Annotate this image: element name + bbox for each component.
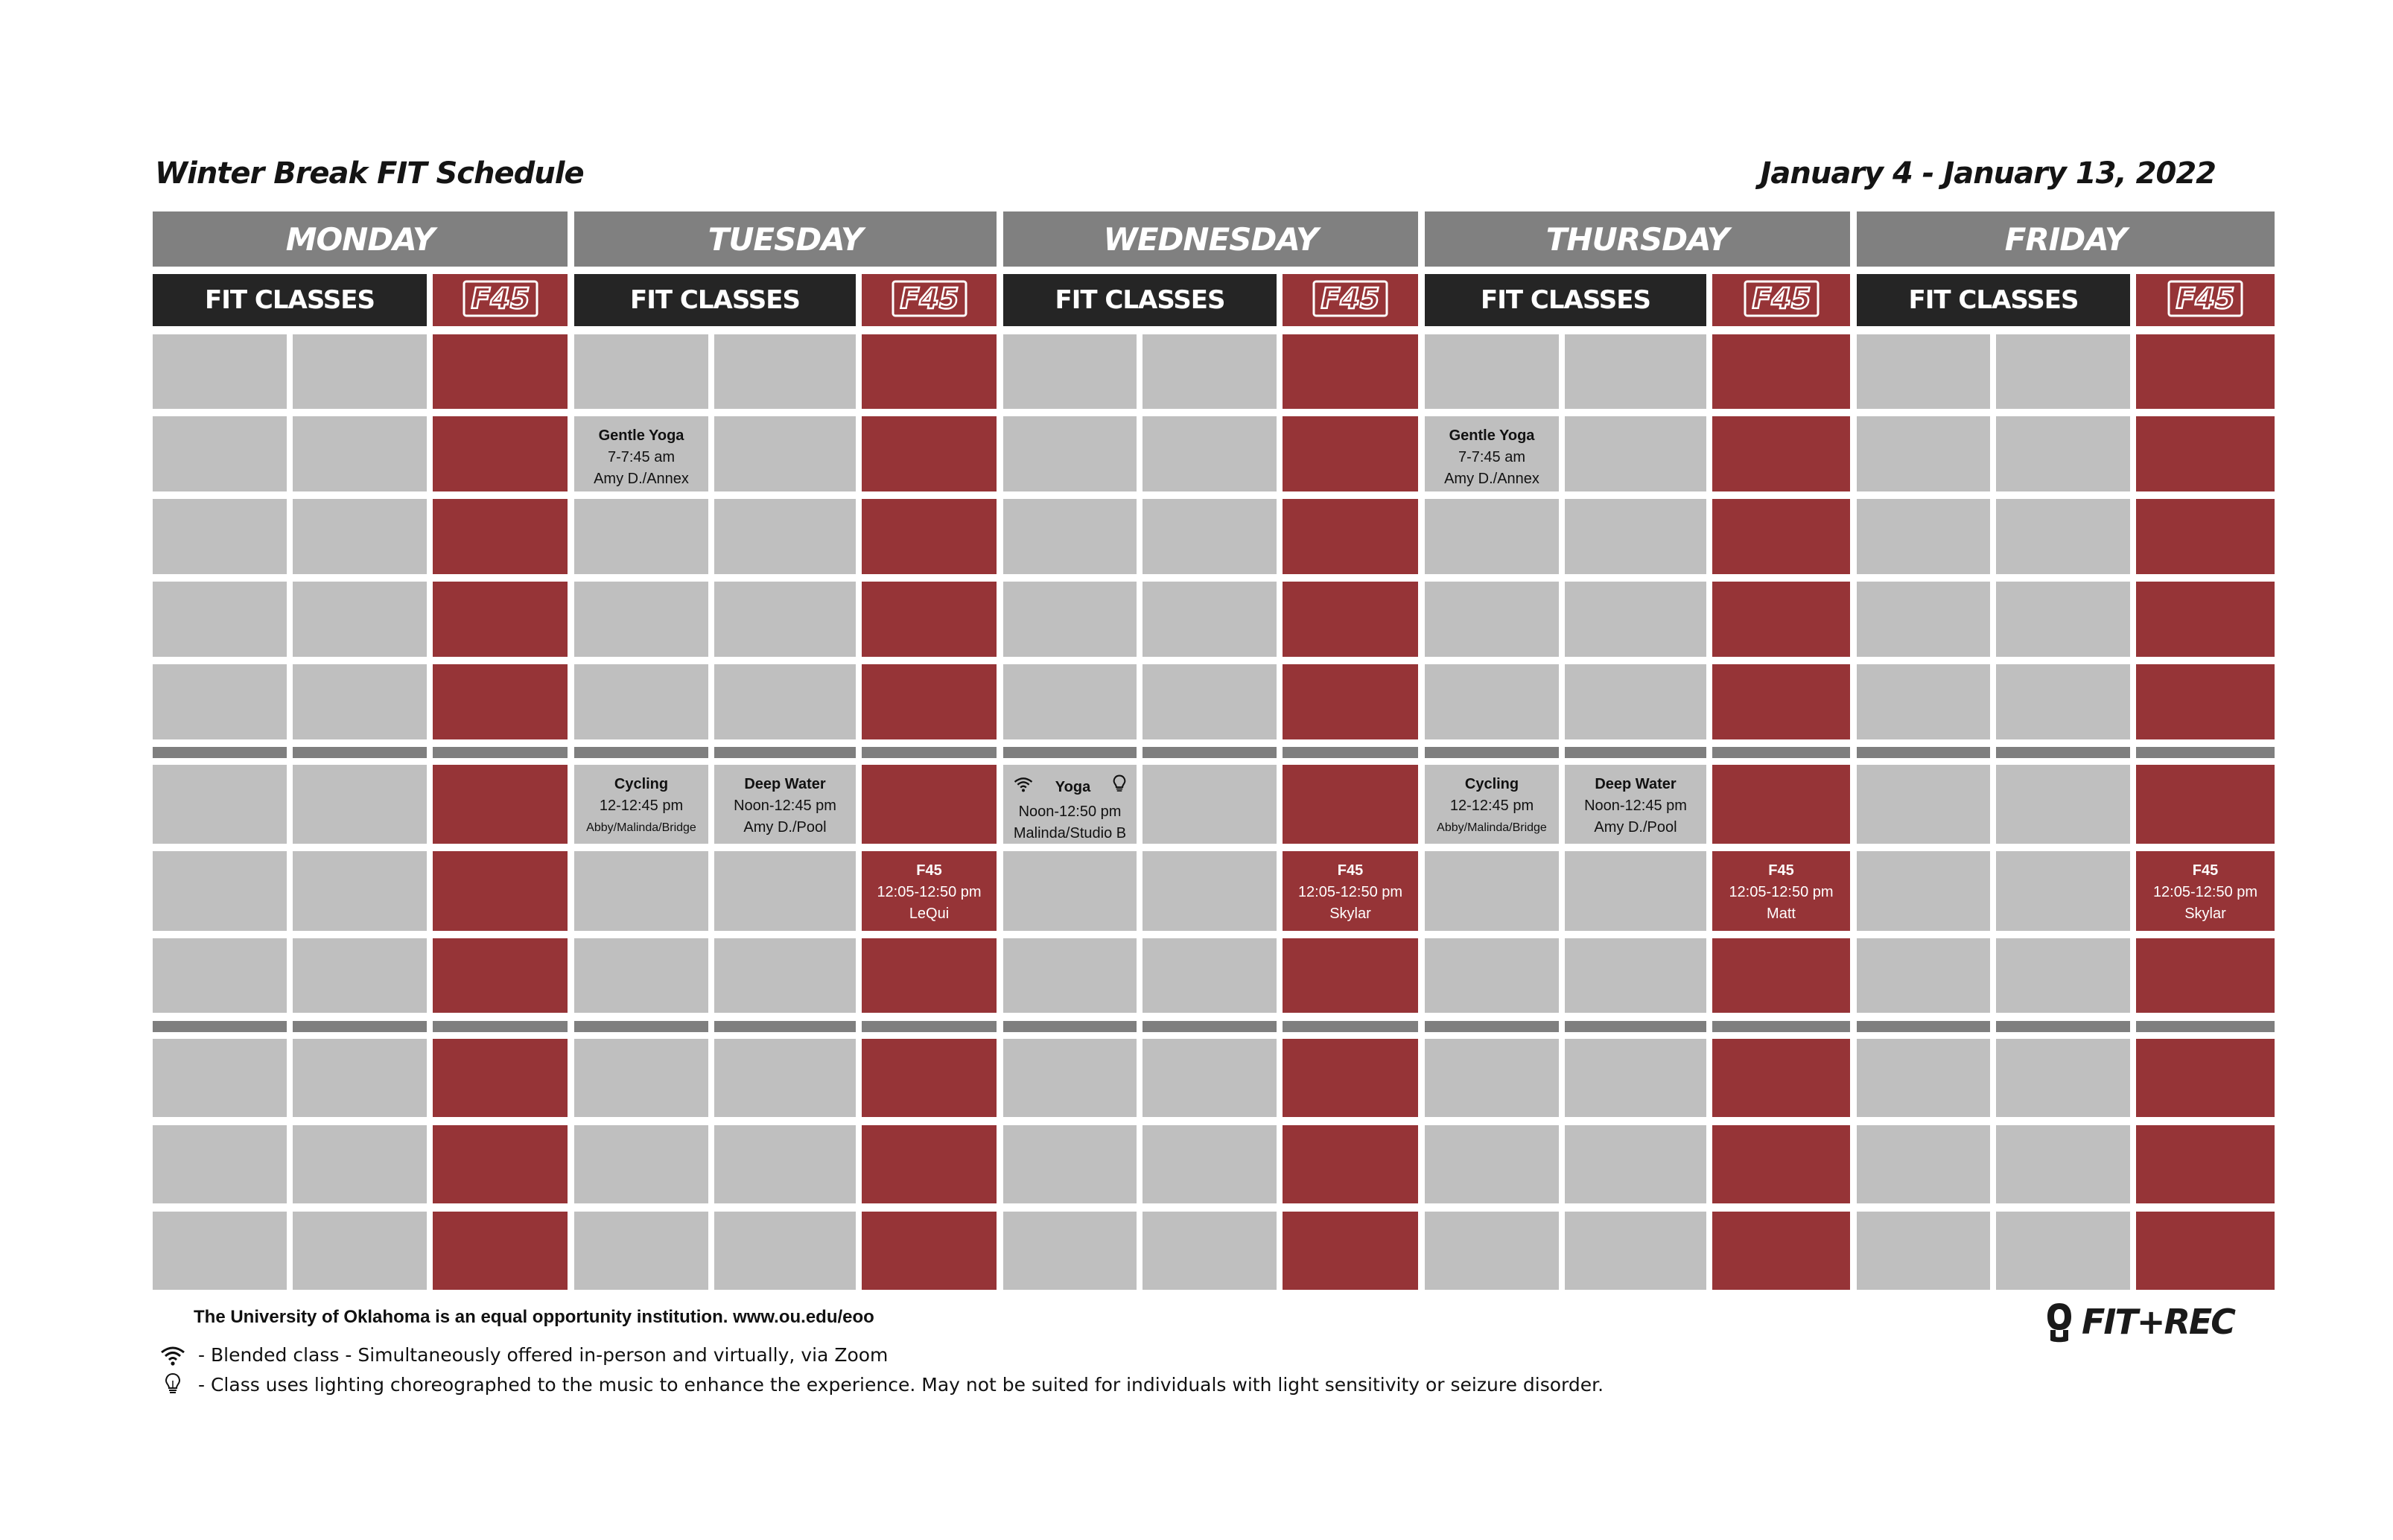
fit-class-slot — [293, 334, 427, 409]
f45-slot — [2136, 499, 2275, 574]
fit-class-slot — [714, 582, 856, 657]
class-instructor-location: Malinda/Studio B — [1013, 825, 1127, 841]
class-instructor-location: Amy D./Annex — [594, 471, 689, 487]
time-block-divider — [433, 747, 568, 758]
fit-class-slot — [293, 664, 427, 739]
class-time: 7-7:45 am — [607, 449, 676, 465]
time-block-divider — [153, 1021, 287, 1032]
fit-classes-header: FIT CLASSES — [1425, 274, 1706, 326]
f45-slot — [1712, 938, 1850, 1013]
f45-slot — [2136, 582, 2275, 657]
fit-class-slot — [1143, 1039, 1277, 1117]
class-name: F45 — [916, 862, 942, 879]
fit-class-slot — [1003, 851, 1137, 931]
f45-slot — [2136, 334, 2275, 409]
class-instructor-location: Amy D./Annex — [1444, 471, 1539, 487]
fit-class-slot — [153, 938, 287, 1013]
f45-slot — [862, 664, 997, 739]
class-name: Gentle Yoga — [598, 427, 684, 444]
fit-class-slot — [153, 664, 287, 739]
f45-slot — [1283, 416, 1418, 491]
f45-slot — [1283, 938, 1418, 1013]
fit-classes-header: FIT CLASSES — [153, 274, 427, 326]
f45-slot — [1712, 1039, 1850, 1117]
svg-text:F45: F45 — [2176, 281, 2235, 315]
fit-class-slot — [1996, 499, 2130, 574]
time-block-divider — [2136, 1021, 2275, 1032]
f45-header — [1283, 274, 1418, 326]
fit-classes-header: FIT CLASSES — [1003, 274, 1277, 326]
class-entry[interactable] — [862, 851, 997, 931]
fit-class-slot — [574, 499, 708, 574]
class-time: 12:05-12:50 pm — [1729, 884, 1834, 900]
fit-class-slot — [1565, 664, 1706, 739]
f45-slot — [1283, 582, 1418, 657]
f45-slot — [1283, 1125, 1418, 1203]
eoo-statement: The University of Oklahoma is an equal opportunity institution. www.ou.edu/eoo — [194, 1307, 874, 1327]
date-range: January 4 - January 13, 2022 — [1760, 156, 2216, 191]
fit-class-slot — [574, 938, 708, 1013]
fit-class-slot — [153, 416, 287, 491]
class-name: Cycling — [1464, 776, 1519, 792]
fit-class-slot — [574, 851, 708, 931]
lightbulb-icon — [1113, 774, 1126, 801]
fit-class-slot — [1996, 664, 2130, 739]
f45-slot — [1283, 499, 1418, 574]
time-block-divider — [1996, 1021, 2130, 1032]
fit-class-slot — [1565, 1125, 1706, 1203]
class-name: Cycling — [614, 776, 669, 792]
fit-rec-wordmark: FIT+REC — [2082, 1302, 2235, 1342]
class-name: Yoga — [1055, 779, 1091, 795]
time-block-divider — [2136, 747, 2275, 758]
f45-slot — [433, 582, 568, 657]
class-instructor-location: Matt — [1767, 906, 1796, 922]
f45-header — [1712, 274, 1850, 326]
legend-lighting-text: - Class uses lighting choreographed to the music to enhance the experience. May not be suited for individuals with light sensitivity or seizure disorder. — [198, 1373, 1604, 1396]
fit-class-slot — [1003, 1039, 1137, 1117]
class-entry[interactable] — [574, 416, 708, 491]
fit-class-slot — [1565, 499, 1706, 574]
time-block-divider — [1857, 1021, 1990, 1032]
time-block-divider — [433, 1021, 568, 1032]
fit-class-slot — [1857, 1212, 1990, 1290]
fit-class-slot — [1857, 499, 1990, 574]
class-time: 12-12:45 pm — [599, 798, 684, 814]
class-time: Noon-12:45 pm — [734, 798, 836, 814]
time-block-divider — [1857, 747, 1990, 758]
fit-class-slot — [153, 499, 287, 574]
f45-slot — [862, 1125, 997, 1203]
f45-slot — [1283, 334, 1418, 409]
fit-class-slot — [1996, 334, 2130, 409]
ou-logo-icon — [2043, 1300, 2076, 1343]
fit-class-slot — [153, 334, 287, 409]
f45-slot — [1712, 416, 1850, 491]
fit-class-slot — [293, 765, 427, 844]
fit-class-slot — [293, 1212, 427, 1290]
f45-slot — [862, 1039, 997, 1117]
f45-slot — [1283, 664, 1418, 739]
fit-class-slot — [574, 664, 708, 739]
fit-class-slot — [1857, 416, 1990, 491]
fit-class-slot — [714, 1039, 856, 1117]
fit-class-slot — [1003, 334, 1137, 409]
time-block-divider — [293, 747, 427, 758]
fit-class-slot — [293, 499, 427, 574]
f45-header — [433, 274, 568, 326]
legend-lighting — [158, 1372, 1604, 1396]
time-block-divider — [293, 1021, 427, 1032]
fit-class-slot — [714, 334, 856, 409]
class-name: F45 — [1337, 862, 1364, 879]
class-entry[interactable] — [574, 765, 708, 844]
f45-slot — [2136, 416, 2275, 491]
fit-class-slot — [153, 1039, 287, 1117]
fit-class-slot — [1143, 582, 1277, 657]
fit-class-slot — [1565, 938, 1706, 1013]
fit-class-slot — [1996, 938, 2130, 1013]
f45-logo-icon — [2167, 280, 2243, 321]
f45-slot — [2136, 765, 2275, 844]
fit-class-slot — [1425, 938, 1559, 1013]
fit-class-slot — [1857, 938, 1990, 1013]
f45-slot — [1283, 765, 1418, 844]
wifi-icon — [158, 1345, 188, 1366]
f45-slot — [433, 851, 568, 931]
time-block-divider — [1712, 747, 1850, 758]
fit-class-slot — [714, 1212, 856, 1290]
time-block-divider — [1425, 747, 1559, 758]
f45-slot — [433, 416, 568, 491]
fit-class-slot — [293, 1125, 427, 1203]
f45-slot — [1712, 582, 1850, 657]
fit-class-slot — [153, 1125, 287, 1203]
f45-slot — [2136, 1039, 2275, 1117]
fit-class-slot — [153, 851, 287, 931]
fit-class-slot — [1425, 1039, 1559, 1117]
day-header-monday: MONDAY — [153, 211, 568, 267]
ou-fit-rec-logo — [2043, 1300, 2234, 1343]
f45-logo-icon — [463, 280, 538, 321]
fit-class-slot — [1143, 334, 1277, 409]
fit-class-slot — [1003, 416, 1137, 491]
f45-slot — [862, 334, 997, 409]
f45-slot — [2136, 1212, 2275, 1290]
f45-slot — [433, 1212, 568, 1290]
class-instructor-location: LeQui — [909, 906, 950, 922]
class-entry[interactable] — [1283, 851, 1418, 931]
class-instructor-location: Abby/Malinda/Bridge — [1437, 821, 1547, 834]
wifi-icon — [1014, 776, 1033, 799]
svg-text:F45: F45 — [900, 281, 959, 315]
fit-class-slot — [1143, 851, 1277, 931]
time-block-divider — [1565, 1021, 1706, 1032]
f45-slot — [862, 938, 997, 1013]
fit-class-slot — [1565, 1212, 1706, 1290]
fit-class-slot — [714, 499, 856, 574]
class-instructor-location: Amy D./Pool — [743, 819, 827, 836]
fit-class-slot — [714, 1125, 856, 1203]
f45-slot — [1712, 765, 1850, 844]
fit-class-slot — [1143, 938, 1277, 1013]
day-header-thursday: THURSDAY — [1425, 211, 1850, 267]
fit-class-slot — [1425, 1212, 1559, 1290]
fit-class-slot — [1565, 334, 1706, 409]
time-block-divider — [862, 747, 997, 758]
fit-class-slot — [1996, 851, 2130, 931]
class-instructor-location: Amy D./Pool — [1594, 819, 1677, 836]
time-block-divider — [1565, 747, 1706, 758]
fit-class-slot — [1143, 1212, 1277, 1290]
fit-class-slot — [1996, 1125, 2130, 1203]
f45-logo-icon — [1312, 280, 1388, 321]
svg-text:F45: F45 — [1752, 281, 1811, 315]
fit-class-slot — [714, 938, 856, 1013]
class-name: Deep Water — [744, 776, 826, 792]
fit-class-slot — [153, 765, 287, 844]
class-time: 7-7:45 am — [1458, 449, 1526, 465]
fit-class-slot — [1425, 499, 1559, 574]
fit-class-slot — [574, 582, 708, 657]
fit-class-slot — [1996, 582, 2130, 657]
fit-class-slot — [1857, 765, 1990, 844]
fit-classes-header: FIT CLASSES — [1857, 274, 2130, 326]
time-block-divider — [1003, 747, 1137, 758]
fit-class-slot — [293, 1039, 427, 1117]
fit-class-slot — [714, 416, 856, 491]
f45-slot — [2136, 1125, 2275, 1203]
class-time: 12:05-12:50 pm — [1297, 884, 1403, 900]
class-instructor-location: Skylar — [2184, 906, 2226, 922]
fit-class-slot — [1425, 664, 1559, 739]
f45-slot — [433, 1039, 568, 1117]
f45-slot — [433, 664, 568, 739]
class-entry[interactable] — [2136, 851, 2275, 931]
fit-class-slot — [1857, 1039, 1990, 1117]
fit-class-slot — [293, 938, 427, 1013]
fit-class-slot — [574, 334, 708, 409]
svg-text:F45: F45 — [471, 281, 530, 315]
time-block-divider — [714, 747, 856, 758]
f45-header — [862, 274, 997, 326]
time-block-divider — [1003, 1021, 1137, 1032]
class-instructor-location: Abby/Malinda/Bridge — [586, 821, 696, 834]
fit-class-slot — [1003, 582, 1137, 657]
class-time: 12:05-12:50 pm — [877, 884, 982, 900]
f45-slot — [433, 938, 568, 1013]
f45-slot — [1712, 1125, 1850, 1203]
fit-class-slot — [153, 582, 287, 657]
fit-class-slot — [714, 851, 856, 931]
class-instructor-location: Skylar — [1329, 906, 1371, 922]
fit-class-slot — [1425, 582, 1559, 657]
fit-class-slot — [1003, 1125, 1137, 1203]
class-time: 12-12:45 pm — [1449, 798, 1534, 814]
fit-class-slot — [1996, 1039, 2130, 1117]
fit-class-slot — [1425, 1125, 1559, 1203]
class-name: Gentle Yoga — [1449, 427, 1535, 444]
lightbulb-icon — [158, 1372, 188, 1396]
f45-logo-icon — [892, 280, 967, 321]
fit-class-slot — [714, 664, 856, 739]
fit-class-slot — [1857, 851, 1990, 931]
time-block-divider — [1143, 747, 1277, 758]
fit-class-slot — [1857, 334, 1990, 409]
f45-slot — [1712, 1212, 1850, 1290]
time-block-divider — [1425, 1021, 1559, 1032]
fit-class-slot — [1565, 851, 1706, 931]
page-title: Winter Break FIT Schedule — [155, 156, 584, 191]
f45-slot — [433, 765, 568, 844]
class-time: Noon-12:45 pm — [1584, 798, 1687, 814]
fit-class-slot — [293, 582, 427, 657]
fit-class-slot — [1425, 851, 1559, 931]
time-block-divider — [1283, 1021, 1418, 1032]
f45-slot — [862, 499, 997, 574]
time-block-divider — [714, 1021, 856, 1032]
fit-class-slot — [1996, 1212, 2130, 1290]
f45-slot — [862, 765, 997, 844]
fit-class-slot — [574, 1125, 708, 1203]
day-header-wednesday: WEDNESDAY — [1003, 211, 1418, 267]
fit-class-slot — [1425, 334, 1559, 409]
fit-class-slot — [1143, 499, 1277, 574]
time-block-divider — [862, 1021, 997, 1032]
fit-class-slot — [1143, 664, 1277, 739]
fit-class-slot — [293, 851, 427, 931]
class-name: F45 — [2192, 862, 2219, 879]
f45-slot — [1283, 1212, 1418, 1290]
class-time: 12:05-12:50 pm — [2152, 884, 2258, 900]
fit-classes-header: FIT CLASSES — [574, 274, 856, 326]
time-block-divider — [574, 1021, 708, 1032]
time-block-divider — [1712, 1021, 1850, 1032]
fit-class-slot — [153, 1212, 287, 1290]
class-name: Deep Water — [1595, 776, 1677, 792]
fit-class-slot — [1996, 416, 2130, 491]
day-header-tuesday: TUESDAY — [574, 211, 997, 267]
f45-slot — [433, 499, 568, 574]
time-block-divider — [574, 747, 708, 758]
fit-class-slot — [1143, 416, 1277, 491]
f45-header — [2136, 274, 2275, 326]
fit-class-slot — [1857, 582, 1990, 657]
f45-logo-icon — [1744, 280, 1820, 321]
f45-slot — [1712, 664, 1850, 739]
fit-class-slot — [1996, 765, 2130, 844]
f45-slot — [1712, 334, 1850, 409]
fit-class-slot — [1143, 765, 1277, 844]
f45-slot — [2136, 664, 2275, 739]
fit-class-slot — [1565, 582, 1706, 657]
time-block-divider — [153, 747, 287, 758]
f45-slot — [862, 1212, 997, 1290]
fit-class-slot — [1003, 499, 1137, 574]
day-header-friday: FRIDAY — [1857, 211, 2275, 267]
class-time: Noon-12:50 pm — [1018, 804, 1122, 820]
class-entry[interactable] — [1712, 851, 1850, 931]
time-block-divider — [1283, 747, 1418, 758]
fit-class-slot — [574, 1212, 708, 1290]
fit-class-slot — [1857, 1125, 1990, 1203]
time-block-divider — [1996, 747, 2130, 758]
fit-class-slot — [1565, 1039, 1706, 1117]
f45-slot — [1712, 499, 1850, 574]
class-entry[interactable] — [1565, 765, 1706, 844]
fit-class-slot — [293, 416, 427, 491]
fit-class-slot — [1565, 416, 1706, 491]
class-entry[interactable] — [1425, 416, 1559, 491]
fit-class-slot — [1143, 1125, 1277, 1203]
fit-class-slot — [1003, 1212, 1137, 1290]
f45-slot — [433, 1125, 568, 1203]
fit-class-slot — [574, 1039, 708, 1117]
f45-slot — [433, 334, 568, 409]
class-entry[interactable] — [1003, 765, 1137, 844]
legend-blended-text: - Blended class - Simultaneously offered in-person and virtually, via Zoom — [198, 1344, 889, 1366]
time-block-divider — [1143, 1021, 1277, 1032]
fit-class-slot — [1857, 664, 1990, 739]
class-entry[interactable] — [1425, 765, 1559, 844]
f45-slot — [2136, 938, 2275, 1013]
f45-slot — [862, 582, 997, 657]
class-entry[interactable] — [714, 765, 856, 844]
f45-slot — [862, 416, 997, 491]
legend-blended — [158, 1344, 888, 1366]
fit-class-slot — [1003, 664, 1137, 739]
f45-slot — [1283, 1039, 1418, 1117]
svg-text:F45: F45 — [1321, 281, 1380, 315]
fit-class-slot — [1003, 938, 1137, 1013]
class-name: F45 — [1768, 862, 1794, 879]
